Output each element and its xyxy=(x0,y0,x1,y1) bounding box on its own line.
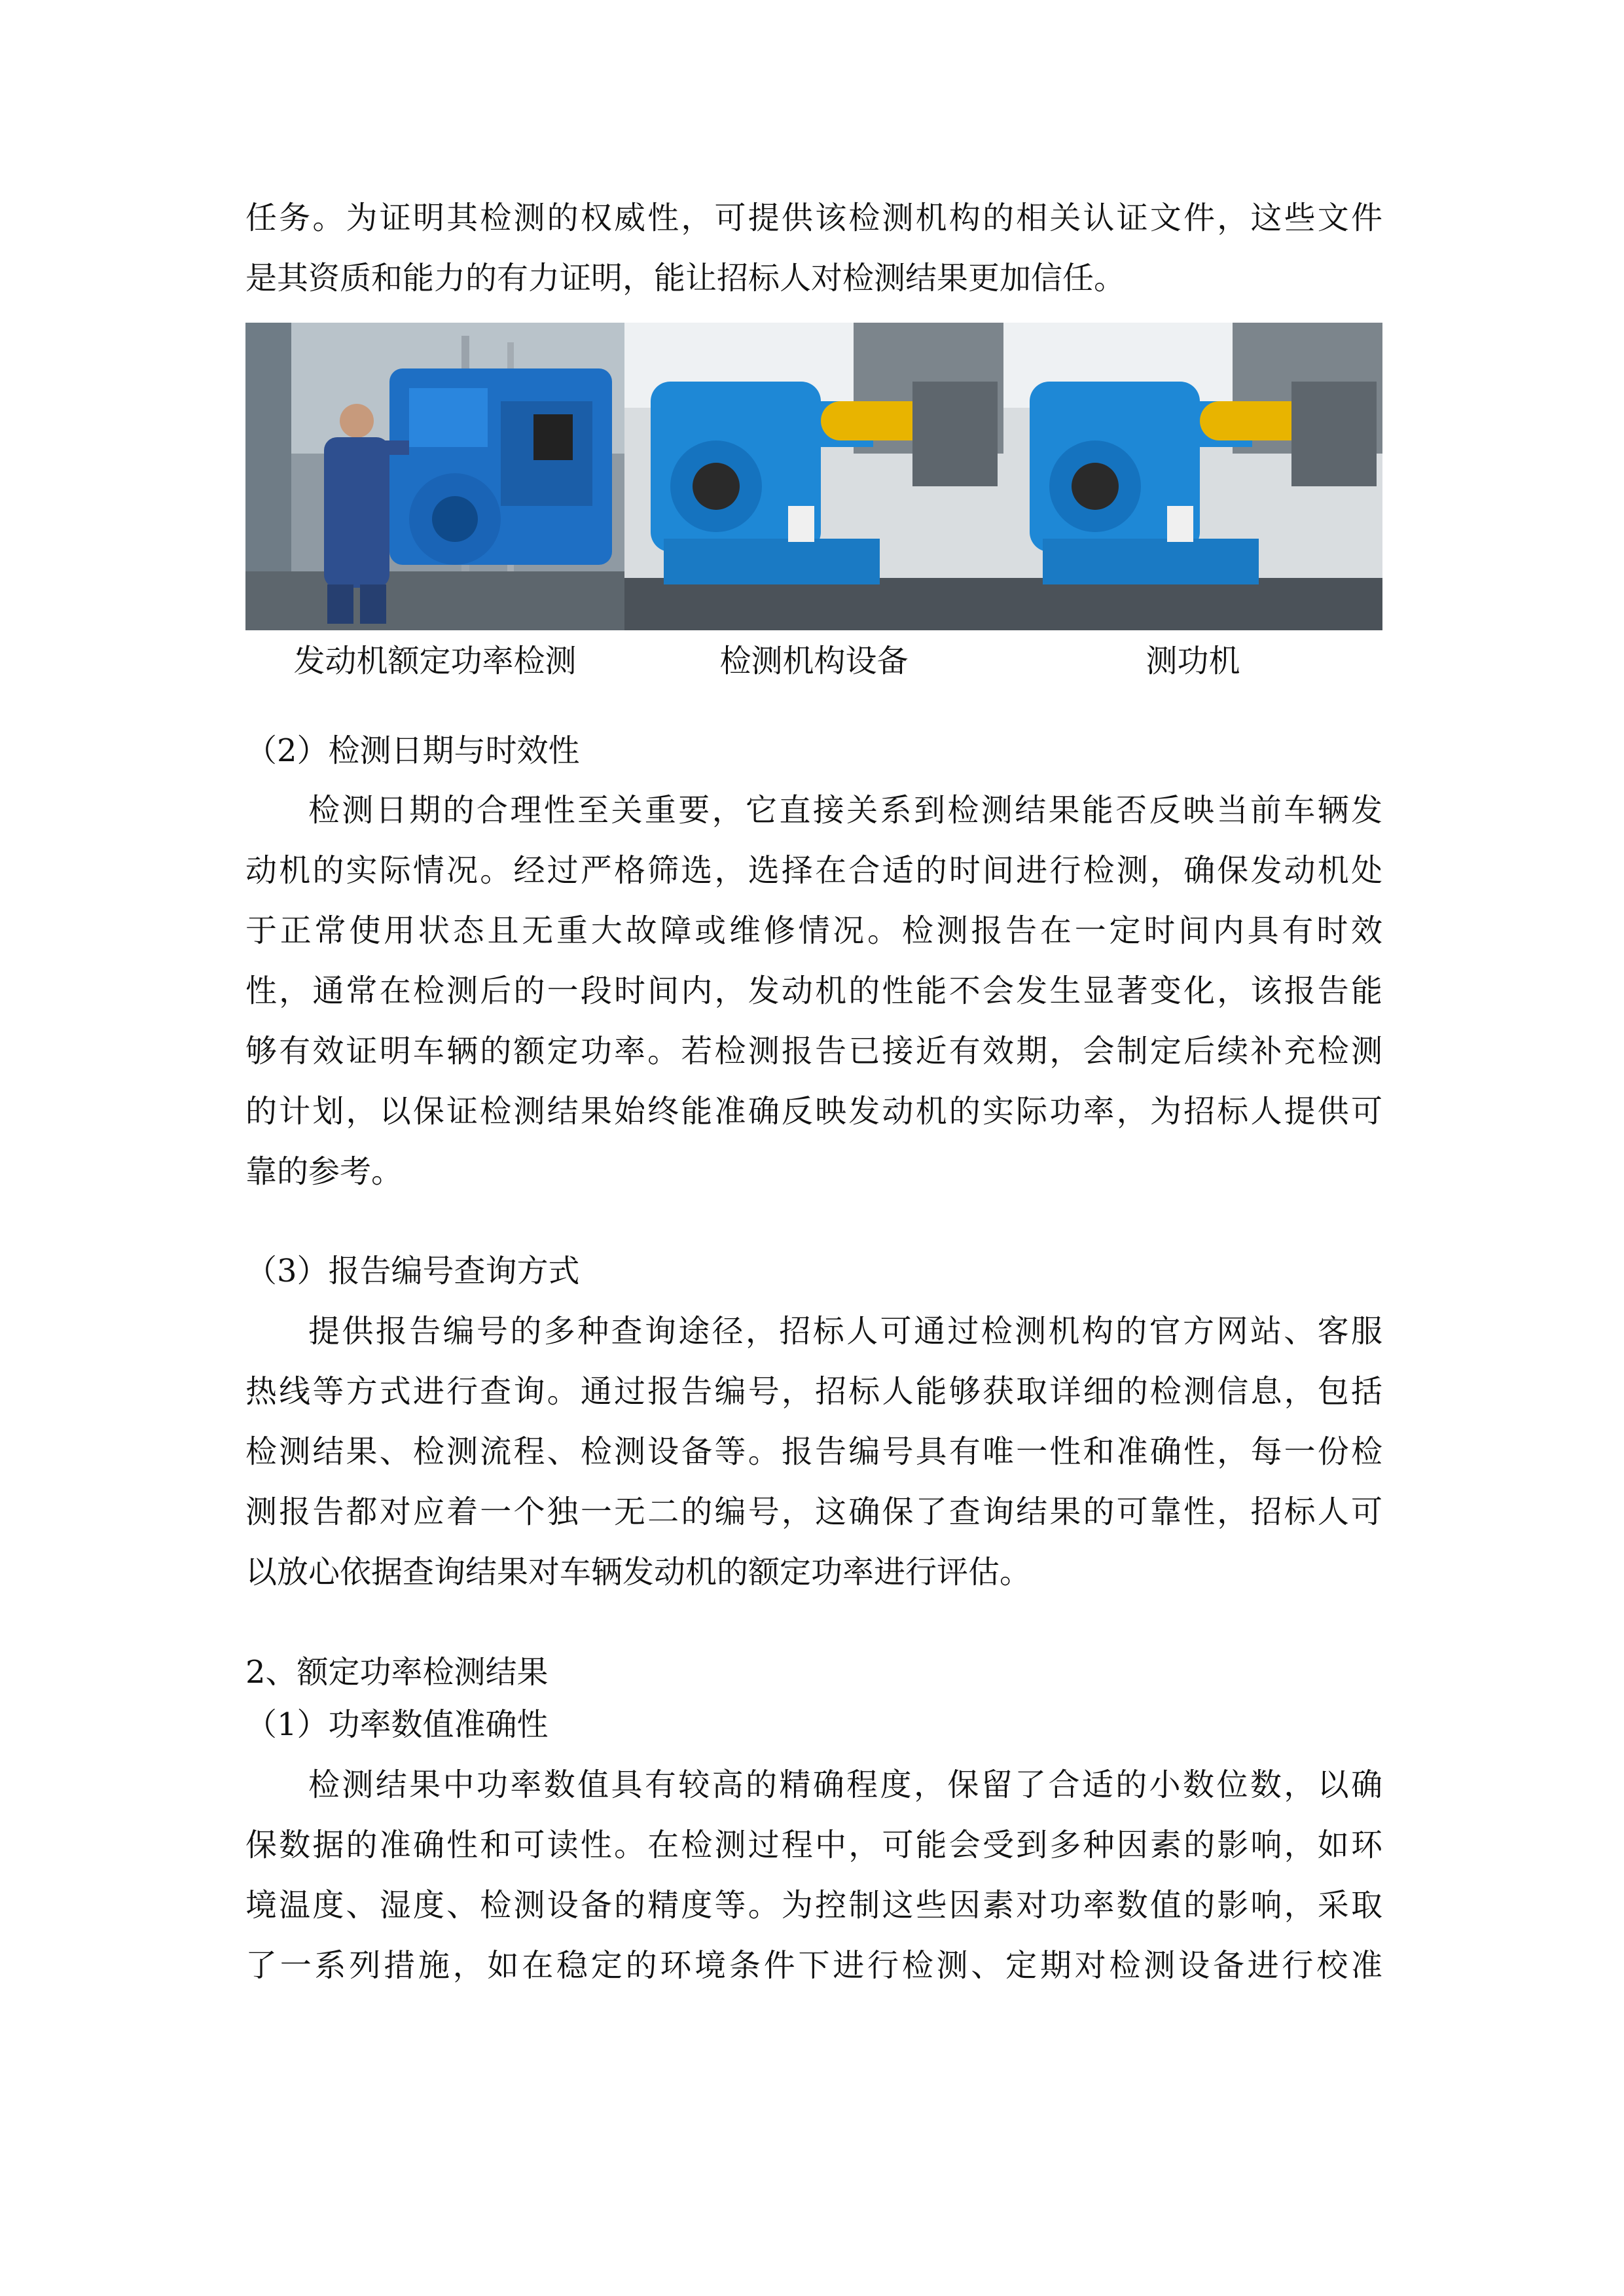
paragraph-line: 于正常使用状态且无重大故障或维修情况。检测报告在一定时间内具有时效 xyxy=(245,912,1382,949)
paragraph-line: 热线等方式进行查询。通过报告编号，招标人能够获取详细的检测信息，包括 xyxy=(245,1373,1382,1410)
section-heading-detection-date: （2）检测日期与时效性 xyxy=(245,732,580,769)
paragraph-line: 测报告都对应着一个独一无二的编号，这确保了查询结果的可靠性，招标人可 xyxy=(245,1494,1382,1530)
paragraph-line: 以放心依据查询结果对车辆发动机的额定功率进行评估。 xyxy=(245,1554,1032,1590)
section-heading-rated-power-results: 2、额定功率检测结果 xyxy=(245,1654,549,1691)
intro-line-2: 是其资质和能力的有力证明，能让招标人对检测结果更加信任。 xyxy=(245,260,1126,296)
figure-caption-1: 发动机额定功率检测 xyxy=(293,643,577,679)
paragraph-line: 保数据的准确性和可读性。在检测过程中，可能会受到多种因素的影响，如环 xyxy=(245,1827,1382,1863)
figure-caption-2: 检测机构设备 xyxy=(719,643,909,679)
section-heading-power-accuracy: （1）功率数值准确性 xyxy=(245,1706,549,1743)
paragraph-line: 够有效证明车辆的额定功率。若检测报告已接近有效期，会制定后续补充检测 xyxy=(245,1033,1382,1069)
paragraph-line: 的计划，以保证检测结果始终能准确反映发动机的实际功率，为招标人提供可 xyxy=(245,1093,1382,1130)
paragraph-line: 提供报告编号的多种查询途径，招标人可通过检测机构的官方网站、客服 xyxy=(308,1313,1382,1350)
dynamometer-photo-1 xyxy=(624,323,1003,630)
paragraph-line: 靠的参考。 xyxy=(245,1153,403,1190)
paragraph-line: 动机的实际情况。经过严格筛选，选择在合适的时间进行检测，确保发动机处 xyxy=(245,852,1382,889)
paragraph-line: 性，通常在检测后的一段时间内，发动机的性能不会发生显著变化，该报告能 xyxy=(245,973,1382,1009)
engine-technician-photo xyxy=(245,323,624,630)
paragraph-line: 境温度、湿度、检测设备的精度等。为控制这些因素对功率数值的影响，采取 xyxy=(245,1887,1382,1924)
section-heading-report-query: （3）报告编号查询方式 xyxy=(245,1253,580,1289)
figure-photos xyxy=(245,323,1382,630)
paragraph-line: 了一系列措施，如在稳定的环境条件下进行检测、定期对检测设备进行校准 xyxy=(245,1947,1382,1984)
paragraph-line: 检测日期的合理性至关重要，它直接关系到检测结果能否反映当前车辆发 xyxy=(308,792,1382,829)
paragraph-line: 检测结果中功率数值具有较高的精确程度，保留了合适的小数位数，以确 xyxy=(308,1767,1382,1803)
figure-caption-3: 测功机 xyxy=(1146,643,1240,679)
paragraph-line: 检测结果、检测流程、检测设备等。报告编号具有唯一性和准确性，每一份检 xyxy=(245,1433,1382,1470)
intro-line-1: 任务。为证明其检测的权威性，可提供该检测机构的相关认证文件，这些文件 xyxy=(245,200,1382,236)
dynamometer-photo-2 xyxy=(1003,323,1382,630)
